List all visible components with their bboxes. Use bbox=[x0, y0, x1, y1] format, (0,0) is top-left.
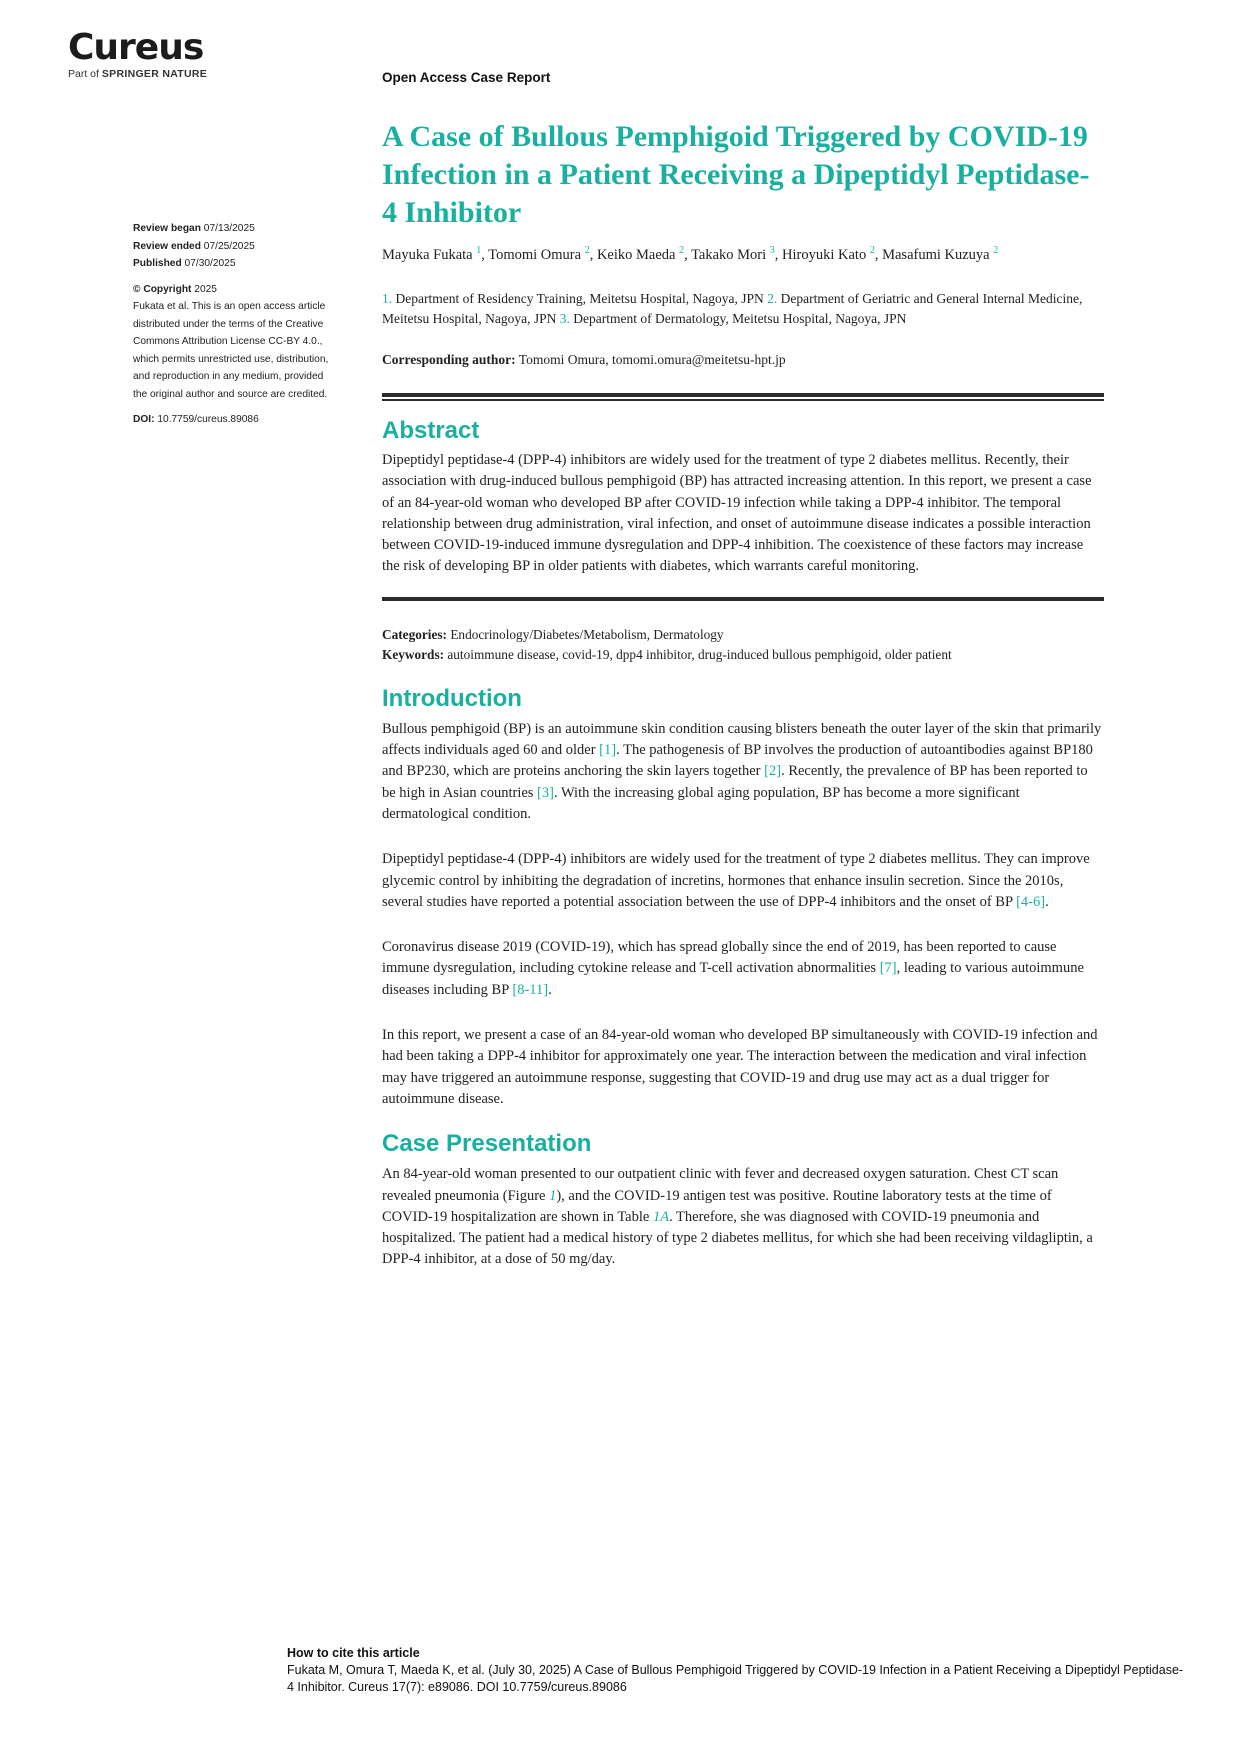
logo-wordmark: Cureus bbox=[68, 27, 204, 68]
affiliations bbox=[382, 289, 1104, 329]
corresponding-label: Corresponding author: bbox=[382, 352, 516, 367]
doi-link[interactable]: 10.7759/cureus.89086 bbox=[157, 414, 259, 425]
copyright-label: © Copyright bbox=[133, 283, 192, 295]
intro-paragraph: Coronavirus disease 2019 (COVID-19), which has spread globally since the end of 2019, has been reported to cause immune dysregulation, including cytokine release and T-cell activation abnormalities [7], leading to various autoimmune diseases including BP [8-11]. bbox=[382, 939, 1084, 998]
affiliation-text: Department of Geriatric and General Internal Medicine, Meitetsu Hospital, Nagoya, JPN bbox=[382, 291, 1083, 326]
author-list: Mayuka Fukata $^1$, Tomomi Omura $^2$, Keiko Maeda $^2$, Takako Mori $^3$, Hiroyuki Kato $^2$, Masafumi Kuzuya $^2$ bbox=[382, 245, 999, 263]
author-affiliation-ref: 2 bbox=[679, 245, 685, 257]
author[interactable]: Mayuka Fukata bbox=[382, 247, 473, 263]
reference-link[interactable]: [4-6] bbox=[1016, 893, 1046, 910]
section-divider bbox=[382, 597, 1104, 601]
doi-label: DOI: bbox=[133, 414, 155, 425]
author-affiliation-ref: 3 bbox=[769, 245, 775, 257]
article-title: A Case of Bullous Pemphigoid Triggered by COVID-19 Infection in a Patient Receiving a Dipeptidyl Peptidase-4 Inhibitor bbox=[382, 120, 1090, 229]
copyright-year: 2025 bbox=[194, 283, 217, 295]
keywords-label: Keywords: bbox=[382, 646, 445, 662]
reference-link[interactable]: [7] bbox=[879, 960, 897, 977]
reference-link[interactable]: [8-11] bbox=[512, 981, 549, 998]
reference-link[interactable]: [1] bbox=[599, 742, 617, 759]
article-main bbox=[382, 118, 1104, 1271]
introduction-heading: Introduction bbox=[382, 684, 522, 712]
author-affiliation-ref: 1 bbox=[476, 245, 482, 257]
doi bbox=[133, 411, 355, 429]
author-affiliation-ref: 2 bbox=[993, 245, 999, 257]
author[interactable]: Keiko Maeda bbox=[596, 247, 676, 263]
categories-value[interactable]: Endocrinology/Diabetes/Metabolism, Dermatology bbox=[450, 626, 724, 642]
corresponding-author bbox=[382, 350, 1104, 370]
abstract-text: Dipeptidyl peptidase-4 (DPP-4) inhibitors are widely used for the treatment of type 2 diabetes mellitus. Recently, their association with drug-induced bullous pemphigoid (BP) has attracted increasing attention. In this report, we present a case of an 84-year-old woman who developed BP after COVID-19 infection while taking a DPP-4 inhibitor. The temporal relationship between drug administration, viral infection, and onset of autoimmune disease indicates a possible interaction between COVID-19-induced immune dysregulation and DPP-4 inhibition. The coexistence of these factors may increase the risk of developing BP in older patients with diabetes, which warrants careful monitoring. bbox=[382, 452, 1092, 575]
journal-logo[interactable] bbox=[68, 27, 208, 80]
review-ended-date: 07/25/2025 bbox=[203, 240, 255, 252]
affiliation-text: Department of Dermatology, Meitetsu Hospital, Nagoya, JPN bbox=[573, 311, 907, 326]
affiliation-number: 2. bbox=[767, 291, 778, 306]
case-presentation-heading: Case Presentation bbox=[382, 1130, 592, 1158]
reference-link[interactable]: [3] bbox=[537, 784, 554, 801]
author[interactable]: Masafumi Kuzuya bbox=[882, 247, 990, 263]
published-label: Published bbox=[133, 258, 182, 269]
license-text: Fukata et al. This is an open access article distributed under the terms of the Creative Commons Attribution License CC-BY 4.0., which permits unrestricted use, distribution, and reproduction in any medium, provided the original author and source are credited. bbox=[133, 301, 329, 400]
corresponding-contact[interactable]: Tomomi Omura, tomomi.omura@meitetsu-hpt.jp bbox=[518, 352, 786, 367]
case-paragraph: An 84-year-old woman presented to our outpatient clinic with fever and decreased oxygen saturation. Chest CT scan revealed pneumonia (Figure 1), and the COVID-19 antigen test was positive. Routine laboratory tests at the time of COVID-19 hospitalization are shown in Table 1A. Therefore, she was diagnosed with COVID-19 pneumonia and hospitalized. The patient had a medical history of type 2 diabetes mellitus, for which she had been receiving vildagliptin, a DPP-4 inhibitor, at a dose of 50 mg/day. bbox=[382, 1166, 1093, 1268]
article-sidebar bbox=[133, 220, 355, 429]
abstract-heading: Abstract bbox=[382, 417, 480, 444]
keywords-value[interactable]: autoimmune disease, covid-19, dpp4 inhibitor, drug-induced bullous pemphigoid, older patient bbox=[447, 646, 952, 662]
author-affiliation-ref: 2 bbox=[584, 245, 590, 257]
review-began bbox=[133, 220, 355, 238]
published-date: 07/30/2025 bbox=[184, 258, 236, 269]
citation-heading: How to cite this article bbox=[287, 1646, 420, 1660]
logo-part-of: Part of bbox=[68, 68, 99, 80]
affiliation-text: Department of Residency Training, Meitetsu Hospital, Nagoya, JPN bbox=[395, 291, 764, 306]
citation-text: Fukata M, Omura T, Maeda K, et al. (July 30, 2025) A Case of Bullous Pemphigoid Triggered by COVID-19 Infection in a Patient Receiving a Dipeptidyl Peptidase-4 Inhibitor. Cureus 17(7): e89086. DOI 10.7759/cureus.89086 bbox=[287, 1663, 1184, 1694]
logo-publisher-line bbox=[68, 68, 207, 80]
intro-paragraph: Dipeptidyl peptidase-4 (DPP-4) inhibitors are widely used for the treatment of type 2 diabetes mellitus. They can improve glycemic control by inhibiting the degradation of incretins, hormones that enhance insulin secretion. Since the 2010s, several studies have reported a potential association between the use of DPP-4 inhibitors and the onset of BP [4-6]. bbox=[382, 851, 1090, 910]
logo-publisher: SPRINGER NATURE bbox=[101, 68, 208, 80]
author-affiliation-ref: 2 bbox=[869, 245, 875, 257]
copyright-line bbox=[133, 281, 355, 299]
author[interactable]: Tomomi Omura bbox=[488, 247, 582, 263]
section-divider bbox=[382, 393, 1104, 401]
intro-paragraph: In this report, we present a case of an 84-year-old woman who developed BP simultaneously with COVID-19 infection and had been taking a DPP-4 inhibitor for approximately one year. The interaction between the medication and viral infection may have triggered an autoimmune response, suggesting that COVID-19 and drug use may act as a dual trigger for autoimmune disease. bbox=[382, 1027, 1098, 1107]
categories-label: Categories: bbox=[382, 626, 447, 642]
categories bbox=[382, 625, 1104, 665]
review-ended bbox=[133, 238, 355, 256]
author[interactable]: Takako Mori bbox=[691, 247, 767, 263]
published bbox=[133, 255, 355, 273]
review-began-label: Review began bbox=[133, 223, 201, 234]
intro-paragraph: Bullous pemphigoid (BP) is an autoimmune skin condition causing blisters beneath the outer layer of the skin that primarily affects individuals aged 60 and older [1]. The pathogenesis of BP involves the production of autoantibodies against BP180 and BP230, which are proteins anchoring the skin layers together [2]. Recently, the prevalence of BP has been reported to be high in Asian countries [3]. With the increasing global aging population, BP has become a more significant dermatological condition. bbox=[382, 720, 1102, 822]
reference-link[interactable]: [2] bbox=[764, 763, 782, 780]
affiliation-number: 3. bbox=[559, 311, 570, 326]
figure-link[interactable]: 1 bbox=[549, 1187, 557, 1204]
table-link[interactable]: 1A bbox=[652, 1208, 670, 1225]
citation-footer bbox=[287, 1645, 1187, 1696]
affiliation-number: 1. bbox=[382, 291, 393, 306]
review-began-date: 07/13/2025 bbox=[203, 223, 255, 234]
article-type: Open Access Case Report bbox=[382, 70, 551, 85]
author[interactable]: Hiroyuki Kato bbox=[782, 247, 867, 263]
review-ended-label: Review ended bbox=[133, 240, 201, 252]
